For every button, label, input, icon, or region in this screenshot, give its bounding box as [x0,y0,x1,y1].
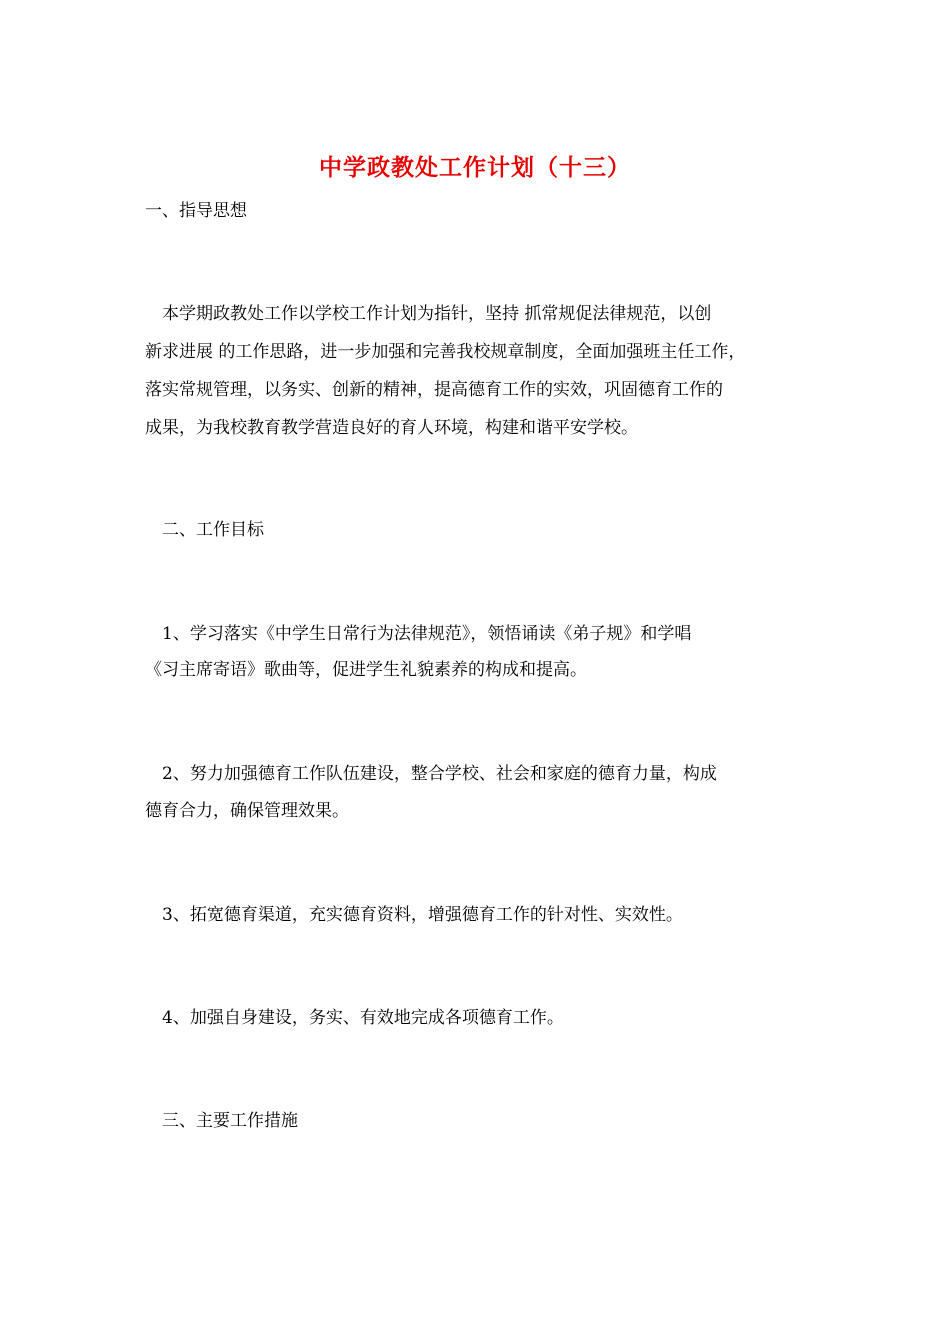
paragraph-line: 本学期政教处工作以学校工作计划为指针，坚持 抓常规促法律规范，以创 [145,304,712,324]
paragraph-line: 落实常规管理，以务实、创新的精神，提高德育工作的实效，巩固德育工作的 [145,380,723,400]
goal-item-3: 3、拓宽德育渠道，充实德育资料，增强德育工作的针对性、实效性。 [145,905,683,925]
goal-item-4: 4、加强自身建设，务实、有效地完成各项德育工作。 [145,1008,564,1028]
section-heading-work-goals: 二、工作目标 [145,520,264,540]
paragraph-line: 新求进展 的工作思路，进一步加强和完善我校规章制度，全面加强班主任工作， [145,342,746,362]
goal-item-2-line: 2、努力加强德育工作队伍建设，整合学校、社会和家庭的德育力量，构成 [145,764,717,784]
section-heading-guiding-ideology: 一、指导思想 [145,201,247,221]
section-heading-main-measures: 三、主要工作措施 [145,1111,298,1131]
goal-item-2-line: 德育合力，确保管理效果。 [145,801,349,821]
goal-item-1-line: 《习主席寄语》歌曲等，促进学生礼貌素养的构成和提高。 [145,660,587,680]
paragraph-line: 成果，为我校教育教学营造良好的育人环境，构建和谐平安学校。 [145,418,638,438]
goal-item-1-line: 1、学习落实《中学生日常行为法律规范》，领悟诵读《弟子规》和学唱 [145,624,692,644]
document-title: 中学政教处工作计划（十三） [319,154,631,181]
